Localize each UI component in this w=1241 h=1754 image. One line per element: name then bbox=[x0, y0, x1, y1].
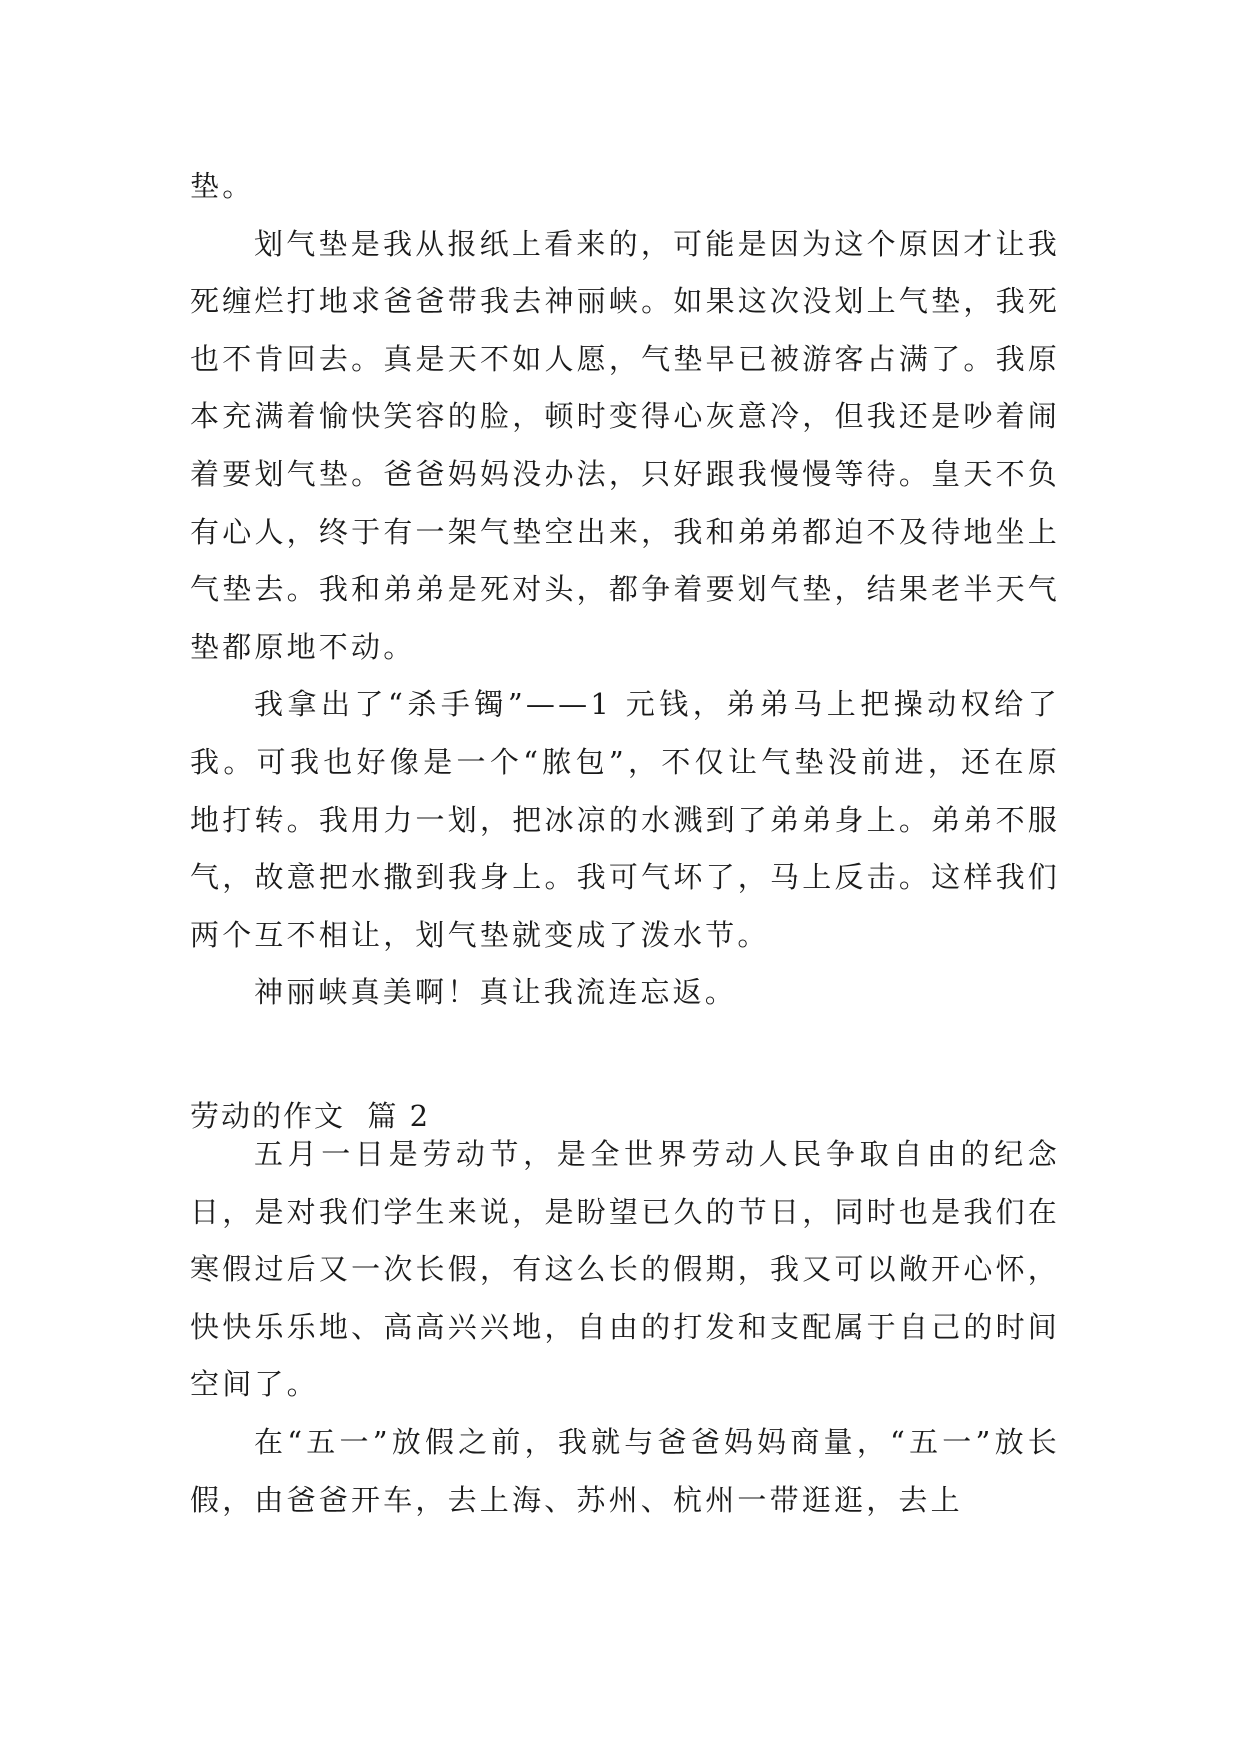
continuation-line: 垫。 bbox=[190, 169, 255, 203]
section-heading: 劳动的作文 篇 2 bbox=[190, 1099, 431, 1133]
paragraph-water-fight: 我拿出了“杀手镯”——1 元钱，弟弟马上把操动权给了我。可我也好像是一个“脓包”，不仅让气垫没前进，还在原地打转。我用力一划，把冰凉的水溅到了弟弟身上。弟弟不服气，故意把水撒到我身上。我可气坏了，马上反击。这样我们两个互不相让，划气垫就变成了泼水节。 bbox=[190, 687, 1060, 952]
essay-part-one bbox=[190, 158, 1060, 1022]
paragraph-closing: 神丽峡真美啊！真让我流连忘返。 bbox=[254, 975, 738, 1010]
paragraph-holiday-plan: 在“五一”放假之前，我就与爸爸妈妈商量，“五一”放长假，由爸爸开车，去上海、苏州、杭州一带逛逛，去上 bbox=[190, 1424, 1060, 1517]
paragraph-labor-day: 五月一日是劳动节，是全世界劳动人民争取自由的纪念日，是对我们学生来说，是盼望已久的节日，同时也是我们在寒假过后又一次长假，有这么长的假期，我又可以敞开心怀，快快乐乐地、高高兴兴地，自由的打发和支配属于自己的时间空间了。 bbox=[190, 1137, 1060, 1402]
essay-part-two bbox=[190, 1126, 1060, 1529]
paragraph-airbed: 划气垫是我从报纸上看来的，可能是因为这个原因才让我死缠烂打地求爸爸带我去神丽峡。如果这次没划上气垫，我死也不肯回去。真是天不如人愿，气垫早已被游客占满了。我原本充满着愉快笑容的脸，顿时变得心灰意冷，但我还是吵着闹着要划气垫。爸爸妈妈没办法，只好跟我慢慢等待。皇天不负有心人，终于有一架气垫空出来，我和弟弟都迫不及待地坐上气垫去。我和弟弟是死对头，都争着要划气垫，结果老半天气垫都原地不动。 bbox=[190, 226, 1060, 664]
